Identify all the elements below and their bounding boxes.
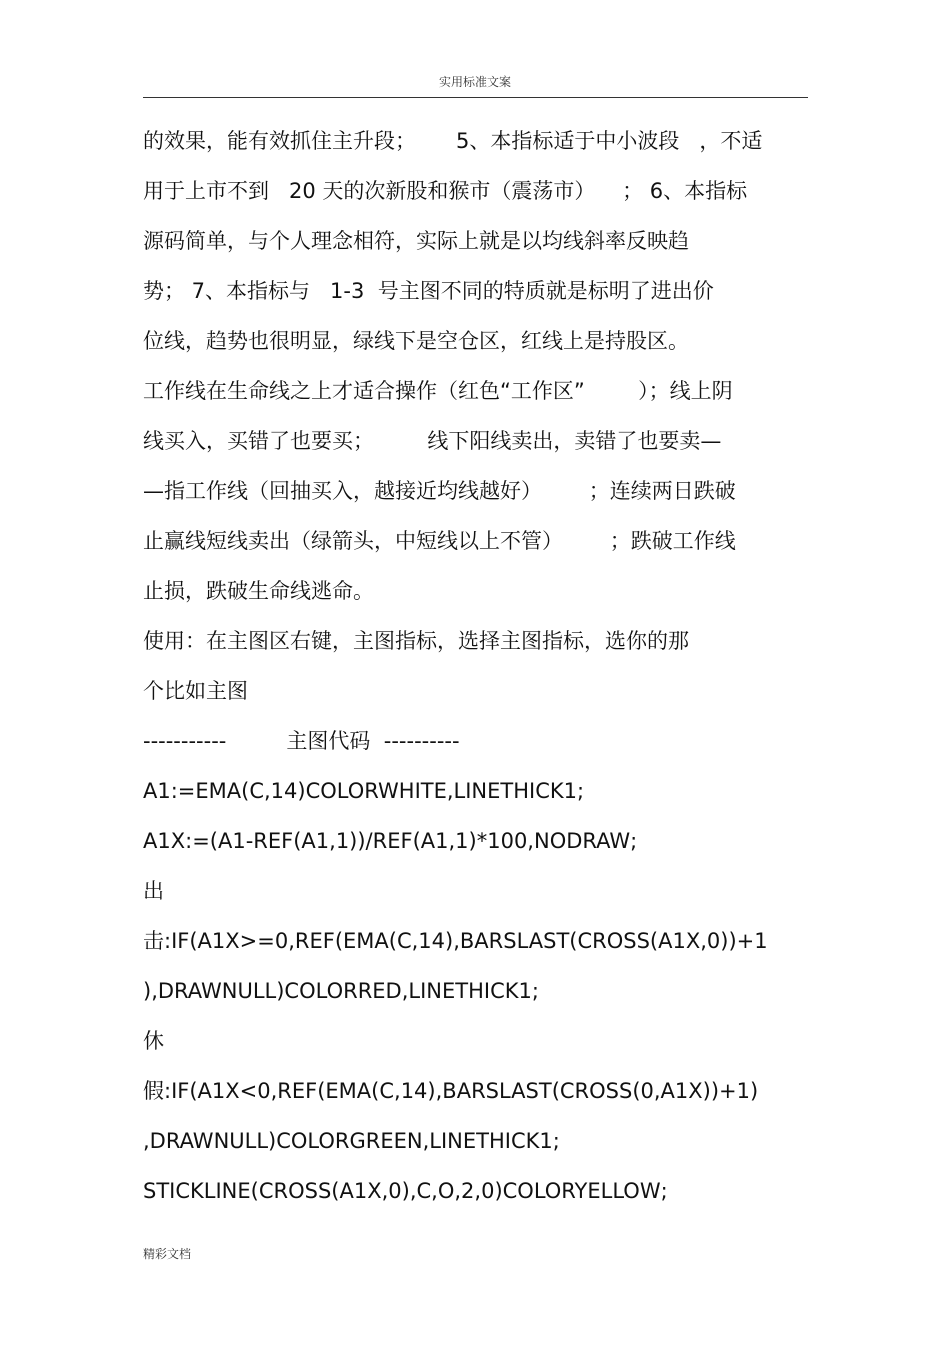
code-section-divider: ----------- 主图代码 ---------- <box>143 729 460 753</box>
text-line: 的效果，能有效抓住主升段； 5、本指标适于中小波段 ，不适 <box>143 129 763 153</box>
page-footer: 精彩文档 <box>143 1247 192 1261</box>
code-line: 出 <box>143 879 164 903</box>
code-line: ),DRAWNULL)COLORRED,LINETHICK1; <box>143 979 539 1003</box>
text-line: 源码简单，与个人理念相符，实际上就是以均线斜率反映趋 <box>143 229 689 253</box>
code-line: 假:IF(A1X<0,REF(EMA(C,14),BARSLAST(CROSS(0,A1X))+1) <box>143 1079 759 1103</box>
text-line: —指工作线（回抽买入，越接近均线越好） ；连续两日跌破 <box>143 479 736 503</box>
document-body <box>143 121 823 1221</box>
text-line: 工作线在生命线之上才适合操作（红色“工作区” ）；线上阴 <box>143 379 733 403</box>
code-line: 休 <box>143 1029 164 1053</box>
text-line: 止赢线短线卖出（绿箭头，中短线以上不管） ；跌破工作线 <box>143 529 736 553</box>
code-line: ,DRAWNULL)COLORGREEN,LINETHICK1; <box>143 1129 560 1153</box>
text-line: 用于上市不到 20 天的次新股和猴市（震荡市） ； 6、本指标 <box>143 179 748 203</box>
text-line: 势； 7、本指标与 1-3 号主图不同的特质就是标明了进出价 <box>143 279 714 303</box>
header-divider <box>143 97 808 98</box>
text-line: 位线，趋势也很明显，绿线下是空仓区，红线上是持股区。 <box>143 329 689 353</box>
code-line: A1:=EMA(C,14)COLORWHITE,LINETHICK1; <box>143 779 585 803</box>
text-line: 线买入，买错了也要买； 线下阳线卖出，卖错了也要卖— <box>143 429 722 453</box>
code-line: STICKLINE(CROSS(A1X,0),C,O,2,0)COLORYELLOW; <box>143 1179 668 1203</box>
text-line: 个比如主图 <box>143 679 248 703</box>
text-line: 使用：在主图区右键，主图指标，选择主图指标，选你的那 <box>143 629 689 653</box>
page-header: 实用标准文案 <box>438 75 511 89</box>
code-line: 击:IF(A1X>=0,REF(EMA(C,14),BARSLAST(CROSS(A1X,0))+1 <box>143 929 768 953</box>
code-line: A1X:=(A1-REF(A1,1))/REF(A1,1)*100,NODRAW; <box>143 829 638 853</box>
text-line: 止损，跌破生命线逃命。 <box>143 579 374 603</box>
